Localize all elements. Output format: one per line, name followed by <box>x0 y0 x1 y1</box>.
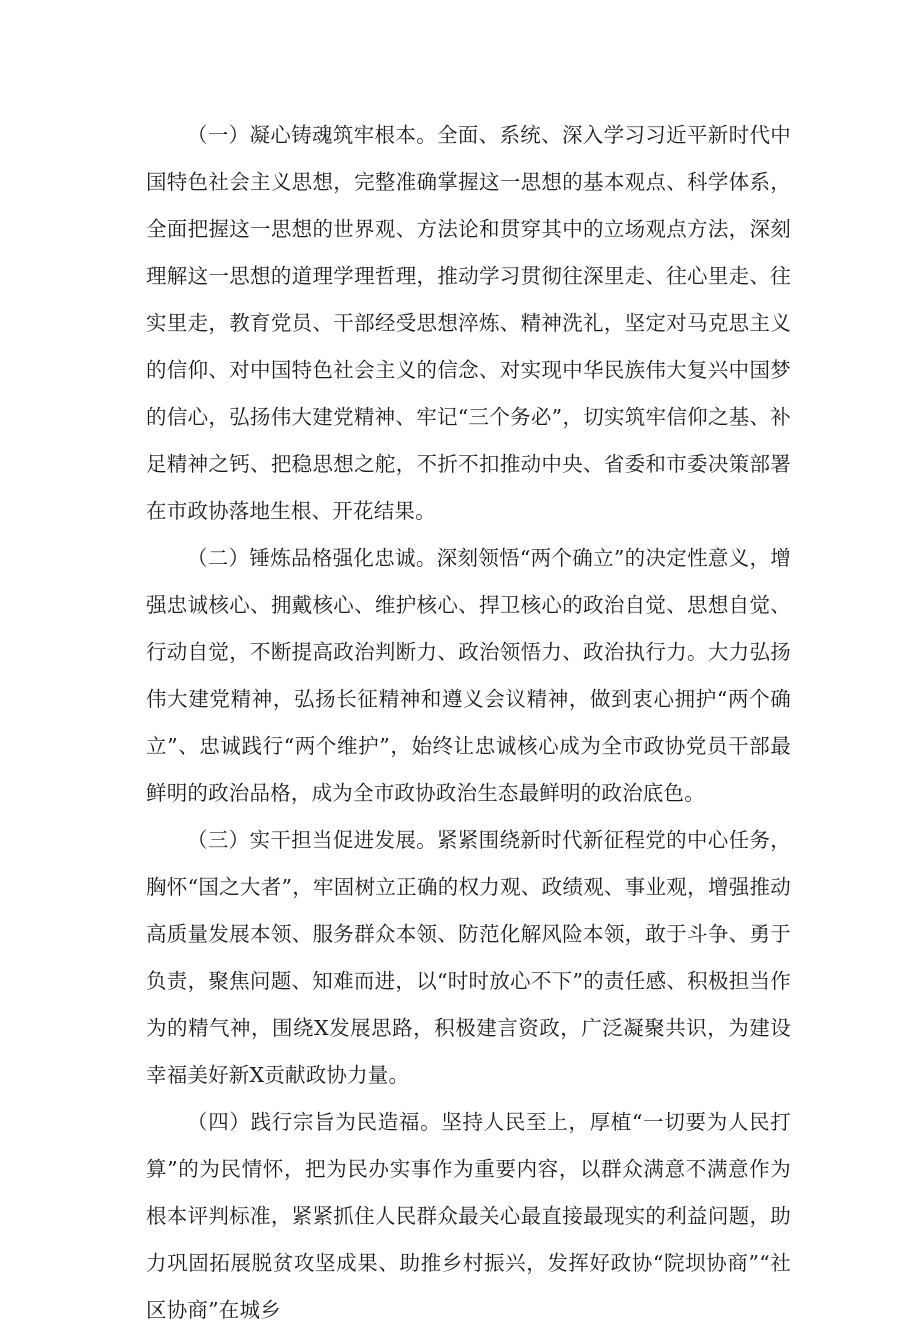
paragraph-3: （三）实干担当促进发展。紧紧围绕新时代新征程党的中心任务，胸怀“国之大者”，牢固树立正确的权力观、政绩观、事业观，增强推动高质量发展本领、服务群众本领、防范化解风险本领，敢于斗争、勇于负责，聚焦问题、知难而进，以“时时放心不下”的责任感、积极担当作为的精气神，围绕X发展思路，积极建言资政，广泛凝聚共识，为建设幸福美好新X贡献政协力量。 <box>146 828 791 1087</box>
document-body <box>146 112 791 1334</box>
paragraph-1: （一）凝心铸魂筑牢根本。全面、系统、深入学习习近平新时代中国特色社会主义思想，完整准确掌握这一思想的基本观点、科学体系，全面把握这一思想的世界观、方法论和贯穿其中的立场观点方法，深刻理解这一思想的道理学理哲理，推动学习贯彻往深里走、往心里走、往实里走，教育党员、干部经受思想淬炼、精神洗礼，坚定对马克思主义的信仰、对中国特色社会主义的信念、对实现中华民族伟大复兴中国梦的信心，弘扬伟大建党精神、牢记“三个务必”，切实筑牢信仰之基、补足精神之钙、把稳思想之舵，不折不扣推动中央、省委和市委决策部署在市政协落地生根、开花结果。 <box>146 123 791 523</box>
paragraph-2: （二）锤炼品格强化忠诚。深刻领悟“两个确立”的决定性意义，增强忠诚核心、拥戴核心、维护核心、捍卫核心的政治自觉、思想自觉、行动自觉，不断提高政治判断力、政治领悟力、政治执行力。大力弘扬伟大建党精神，弘扬长征精神和遵义会议精神，做到衷心拥护“两个确立”、忠诚践行“两个维护”，始终让忠诚核心成为全市政协党员干部最鲜明的政治品格，成为全市政协政治生态最鲜明的政治底色。 <box>146 546 791 805</box>
paragraph-4: （四）践行宗旨为民造福。坚持人民至上，厚植“一切要为人民打算”的为民情怀，把为民办实事作为重要内容，以群众满意不满意作为根本评判标准，紧紧抓住人民群众最关心最直接最现实的利益问题，助力巩固拓展脱贫攻坚成果、助推乡村振兴，发挥好政协“院坝协商”“社区协商”在城乡 <box>146 1110 791 1322</box>
